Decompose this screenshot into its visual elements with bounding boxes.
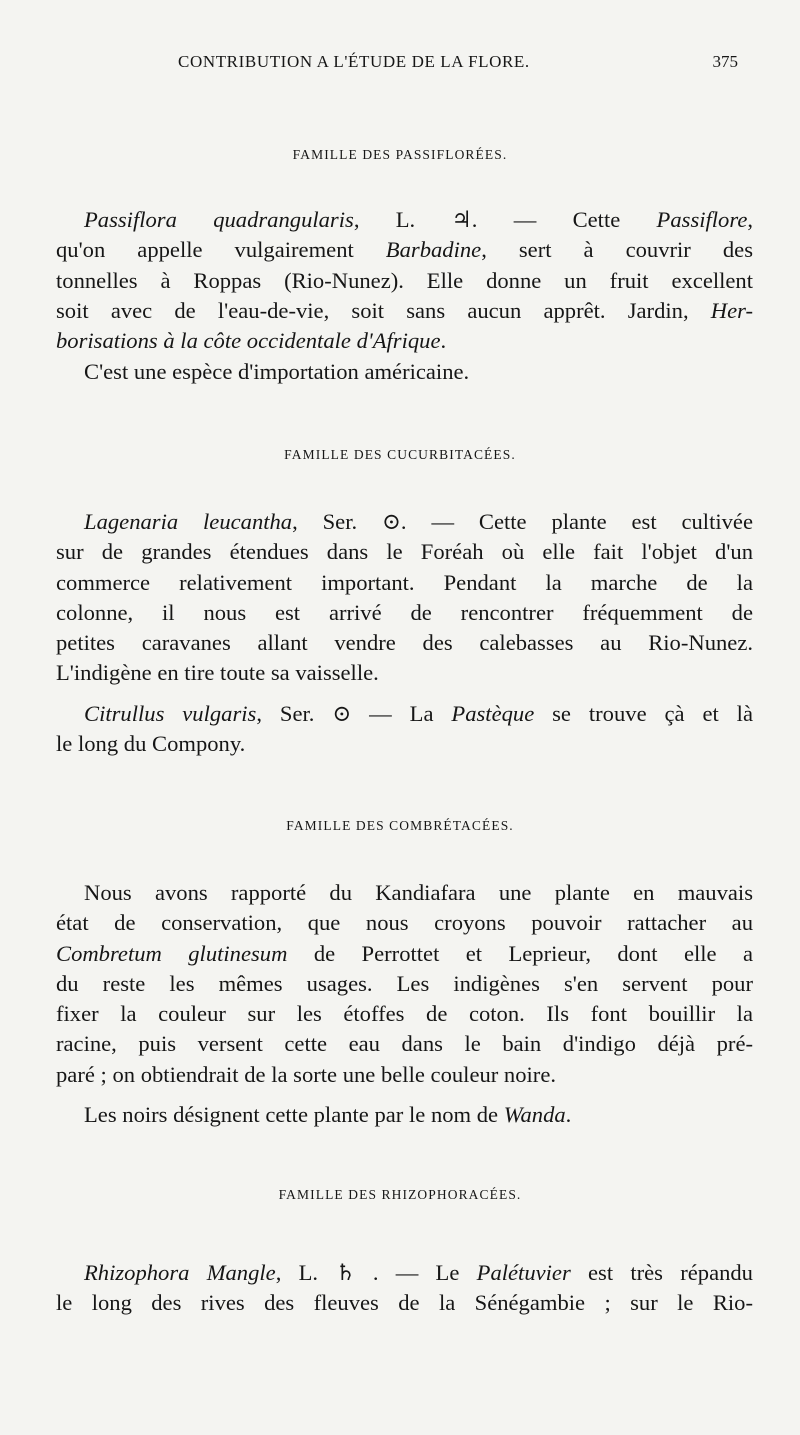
text-line: borisations à la côte occidentale d'Afrique. — [56, 328, 447, 354]
text-line: Rhizophora Mangle, L. ♄ . — Le Palétuvier est très répandu — [84, 1260, 753, 1285]
text-line: paré ; on obtiendrait de la sorte une belle couleur noire. — [56, 1061, 557, 1087]
paragraph-passiflora-note: C'est une espèce d'importation américaine. — [84, 359, 470, 384]
text-line: état de conservation, que nous croyons pouvoir rattacher au — [56, 910, 753, 936]
paragraph-citrullus — [56, 699, 753, 760]
paragraph-combretum — [56, 878, 753, 1090]
text-line: Citrullus vulgaris, Ser. ⊙ — La Pastèque se trouve çà et là — [84, 701, 753, 726]
section-heading-cucurbitacees: FAMILLE DES CUCURBITACÉES. — [284, 447, 516, 462]
paragraph-wanda: Les noirs désignent cette plante par le nom de Wanda. — [84, 1102, 572, 1127]
text-line: tonnelles à Roppas (Rio-Nunez). Elle donne un fruit excellent — [56, 267, 753, 293]
section-heading-combretacees: FAMILLE DES COMBRÉTACÉES. — [286, 818, 514, 833]
running-head — [178, 52, 738, 74]
text-line: Passiflora quadrangularis, L. ♃. — Cette Passiflore, — [84, 207, 753, 232]
page-number: 375 — [712, 52, 738, 71]
text-line: colonne, il nous est arrivé de rencontrer fréquemment de — [56, 599, 753, 625]
text-line: racine, puis versent cette eau dans le bain d'indigo déjà pré- — [56, 1031, 753, 1057]
text-line: le long du Compony. — [56, 731, 246, 757]
text-line: qu'on appelle vulgairement Barbadine, sert à couvrir des — [56, 237, 753, 263]
text-line: du reste les mêmes usages. Les indigènes s'en servent pour — [56, 970, 753, 996]
running-title: CONTRIBUTION A L'ÉTUDE DE LA FLORE. — [178, 52, 530, 71]
text-line: le long des rives des fleuves de la Sénégambie ; sur le Rio- — [56, 1290, 753, 1316]
paragraph-passiflora — [56, 205, 753, 356]
text-line: Combretum glutinesum de Perrottet et Leprieur, dont elle a — [56, 940, 753, 966]
text-line: sur de grandes étendues dans le Foréah où elle fait l'objet d'un — [56, 539, 753, 565]
text-line: commerce relativement important. Pendant la marche de la — [56, 569, 753, 595]
text-line: Nous avons rapporté du Kandiafara une plante en mauvais — [84, 880, 753, 905]
text-line: fixer la couleur sur les étoffes de coton. Ils font bouillir la — [56, 1001, 753, 1027]
paragraph-rhizophora — [56, 1258, 753, 1319]
text-line: soit avec de l'eau-de-vie, soit sans aucun apprêt. Jardin, Her- — [56, 297, 753, 323]
paragraph-lagenaria — [56, 507, 753, 689]
section-heading-passiflorees: FAMILLE DES PASSIFLORÉES. — [292, 147, 508, 162]
text-line: L'indigène en tire toute sa vaisselle. — [56, 660, 379, 686]
text-line: Lagenaria leucantha, Ser. ⊙. — Cette plante est cultivée — [84, 509, 753, 534]
section-heading-rhizophoracees: FAMILLE DES RHIZOPHORACÉES. — [278, 1187, 522, 1202]
text-line: petites caravanes allant vendre des calebasses au Rio-Nunez. — [56, 630, 753, 656]
